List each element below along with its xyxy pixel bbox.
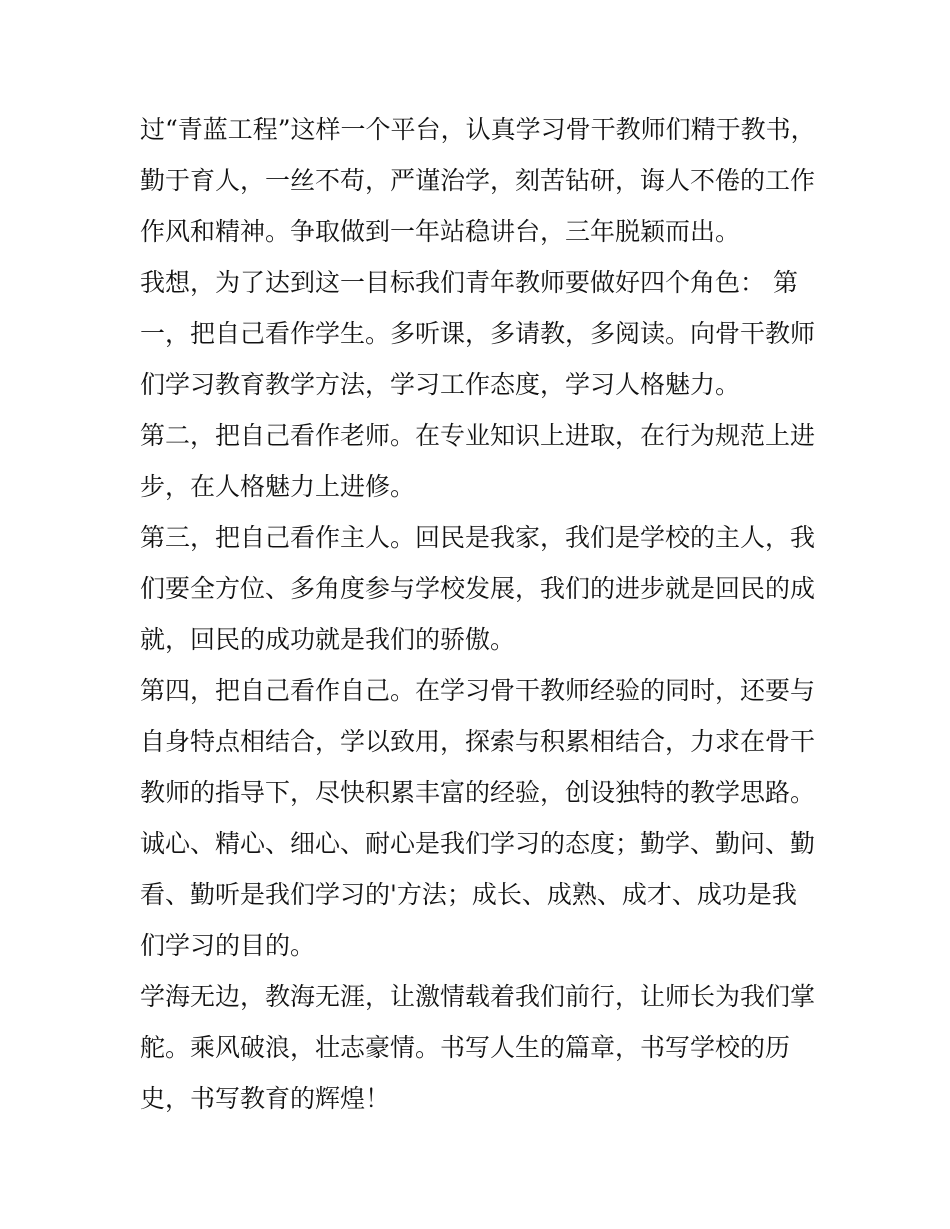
text-line: 作风和精神。争取做到一年站稳讲台，三年脱颖而出。 [140,217,741,246]
text-line: 看、勤听是我们学习的'方法；成长、成熟、成才、成功是我 [140,880,797,909]
text-line: 第三，把自己看作主人。回民是我家，我们是学校的主人，我 [140,523,816,552]
text-line: 学海无边，教海无涯，让激情载着我们前行，让师长为我们掌 [140,982,816,1011]
text-line: 史，书写教育的辉煌！ [140,1084,391,1113]
text-line: 们要全方位、多角度参与学校发展，我们的进步就是回民的成 [140,574,816,603]
text-line: 过“青蓝工程”这样一个平台，认真学习骨干教师们精于教书， [140,115,816,144]
text-line: 勤于育人，一丝不苟，严谨治学，刻苦钻研，诲人不倦的工作 [140,166,816,195]
text-line: 教师的指导下，尽快积累丰富的经验，创设独特的教学思路。 [140,778,816,807]
text-line: 们学习教育教学方法，学习工作态度，学习人格魅力。 [140,370,741,399]
text-line: 自身特点相结合，学以致用，探索与积累相结合，力求在骨干 [140,727,816,756]
text-line: 就，回民的成功就是我们的骄傲。 [140,625,516,654]
text-line: 步，在人格魅力上进修。 [140,472,416,501]
text-line: 诚心、精心、细心、耐心是我们学习的态度；勤学、勤问、勤 [140,829,816,858]
text-line: 我想，为了达到这一目标我们青年教师要做好四个角色： 第 [140,268,798,297]
body-text [140,104,830,1124]
text-line: 第四，把自己看作自己。在学习骨干教师经验的同时，还要与 [140,676,816,705]
text-line: 舵。乘风破浪，壮志豪情。书写人生的篇章，书写学校的历 [140,1033,791,1062]
text-line: 一，把自己看作学生。多听课，多请教，多阅读。向骨干教师 [140,319,816,348]
text-line: 们学习的目的。 [140,931,316,960]
text-line: 第二，把自己看作老师。在专业知识上进取，在行为规范上进 [140,421,816,450]
